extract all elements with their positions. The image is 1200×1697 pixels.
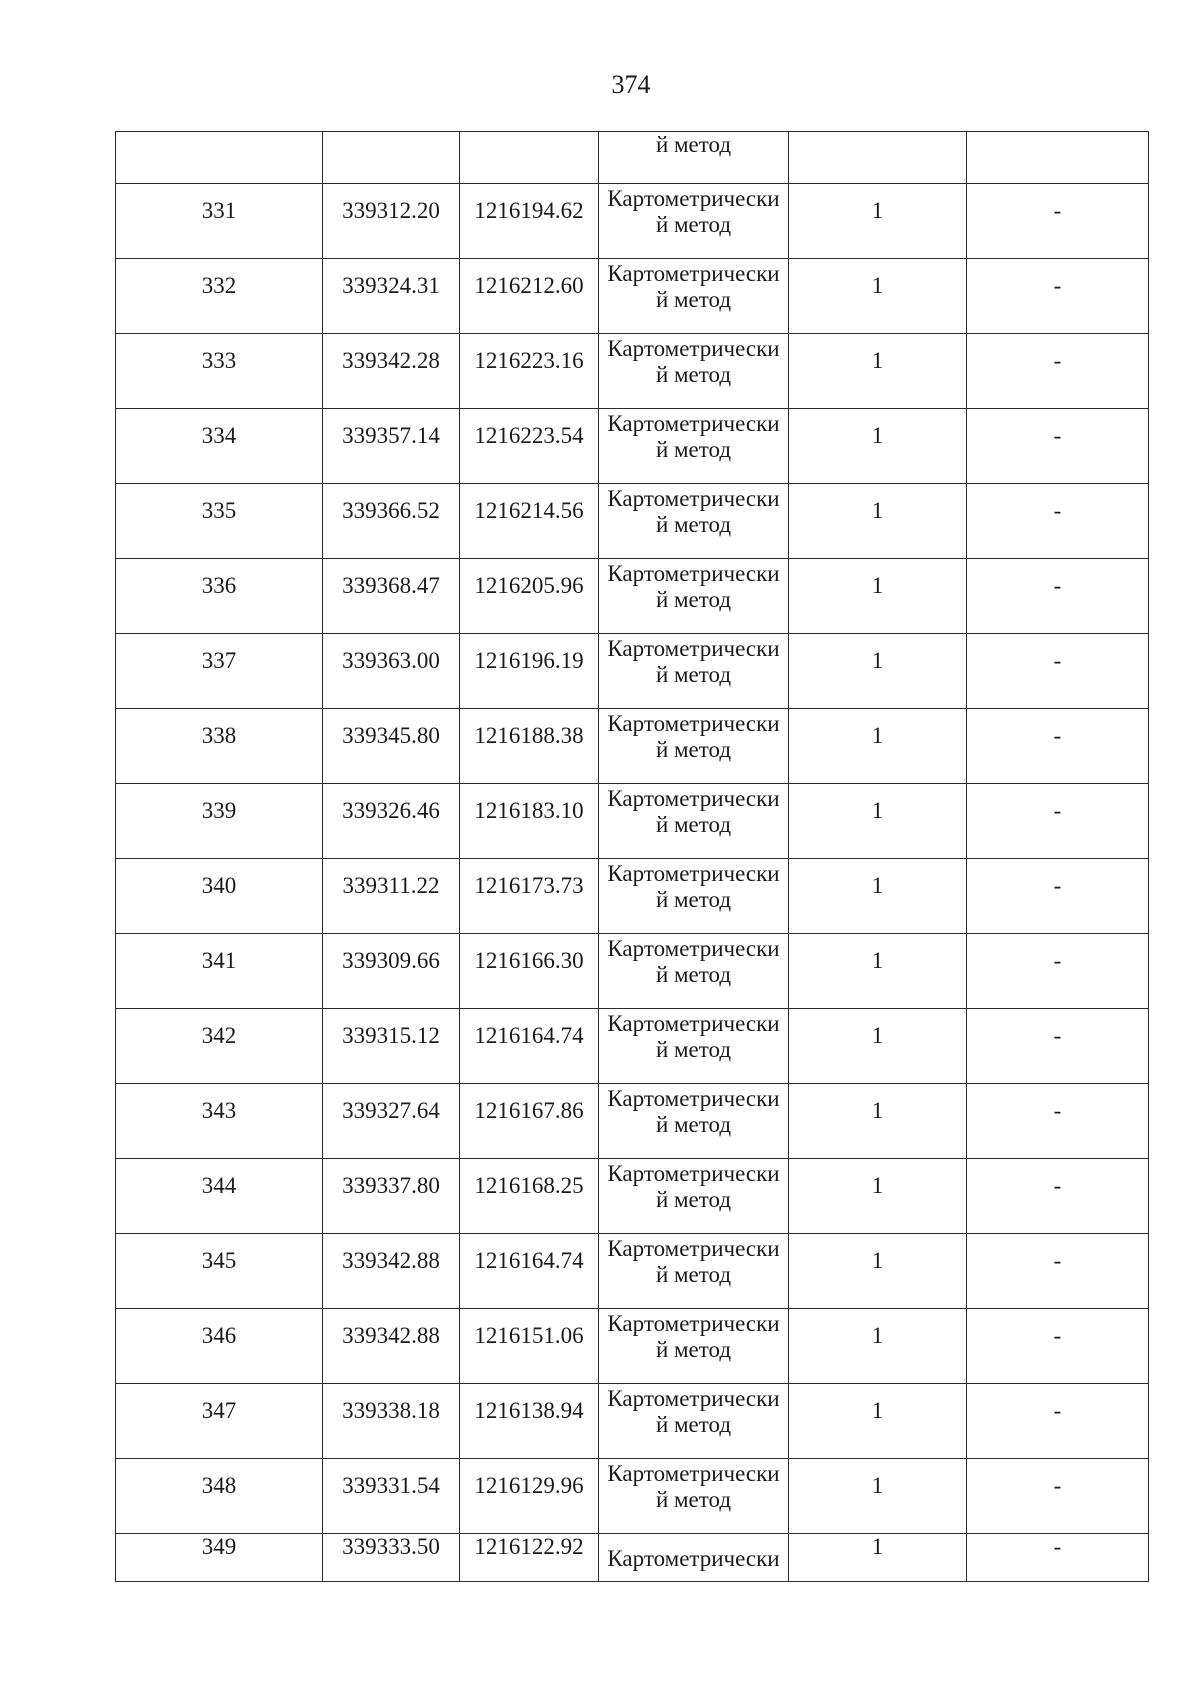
cell-x-text: 339333.50 <box>342 1534 440 1559</box>
cell-note <box>967 634 1149 709</box>
cell-x-text: 339327.64 <box>342 1098 440 1123</box>
table-row <box>116 1534 1149 1582</box>
cell-point-number-text: 332 <box>201 273 237 298</box>
cell-y <box>460 859 599 934</box>
cell-accuracy <box>789 184 967 259</box>
cell-method-text: Картометрически й метод <box>607 411 780 462</box>
cell-point-number-text: 337 <box>201 648 237 673</box>
cell-note-text: - <box>1053 1473 1062 1498</box>
cell-y-text: 1216138.94 <box>474 1398 584 1423</box>
cell-accuracy-text: 1 <box>871 873 884 898</box>
cell-x <box>323 484 460 559</box>
cell-accuracy <box>789 1459 967 1534</box>
table-row <box>116 709 1149 784</box>
cell-x-text: 339342.88 <box>342 1248 440 1273</box>
cell-point-number <box>116 1309 323 1384</box>
cell-x-text: 339309.66 <box>342 948 440 973</box>
cell-y <box>460 1009 599 1084</box>
cell-method-text: Картометрически й метод <box>607 936 780 987</box>
cell-point-number-text: 340 <box>201 873 237 898</box>
cell-y <box>460 784 599 859</box>
cell-point-number-text: 335 <box>201 498 237 523</box>
cell-point-number <box>116 1009 323 1084</box>
cell-accuracy <box>789 334 967 409</box>
cell-y-text: 1216205.96 <box>474 573 584 598</box>
cell-x <box>323 634 460 709</box>
cell-method <box>599 1234 789 1309</box>
cell-note <box>967 1234 1149 1309</box>
cell-point-number <box>116 709 323 784</box>
cell-x-text: 339337.80 <box>342 1173 440 1198</box>
cell-method-text: Картометрически <box>607 1546 780 1571</box>
cell-y-text: 1216129.96 <box>474 1473 584 1498</box>
cell-accuracy-text: 1 <box>871 1023 884 1048</box>
cell-x-text: 339366.52 <box>342 498 440 523</box>
cell-note-text: - <box>1053 873 1062 898</box>
cell-accuracy-text: 1 <box>871 1473 884 1498</box>
cell-point-number <box>116 859 323 934</box>
cell-x <box>323 859 460 934</box>
cell-note <box>967 559 1149 634</box>
cell-method-text: Картометрически й метод <box>607 1386 780 1437</box>
cell-method-text: Картометрически й метод <box>607 1161 780 1212</box>
cell-accuracy <box>789 1384 967 1459</box>
cell-y <box>460 1459 599 1534</box>
cell-y <box>460 184 599 259</box>
cell-x <box>323 784 460 859</box>
cell-x <box>323 334 460 409</box>
cell-method-text: Картометрически й метод <box>607 561 780 612</box>
cell-method-text: Картометрически й метод <box>607 1311 780 1362</box>
cell-y-text: 1216214.56 <box>474 498 584 523</box>
table-row <box>116 334 1149 409</box>
cell-point-number-text: 347 <box>201 1398 237 1423</box>
cell-accuracy <box>789 1534 967 1582</box>
cell-accuracy <box>789 784 967 859</box>
table-row <box>116 859 1149 934</box>
table-row <box>116 1234 1149 1309</box>
cell-x-text: 339331.54 <box>342 1473 440 1498</box>
cell-accuracy-text: 1 <box>871 198 884 223</box>
cell-method <box>599 259 789 334</box>
cell-note-text: - <box>1053 648 1062 673</box>
cell-accuracy <box>789 1009 967 1084</box>
cell-method <box>599 634 789 709</box>
cell-y <box>460 1384 599 1459</box>
cell-y <box>460 934 599 1009</box>
cell-point-number-text: 344 <box>201 1173 237 1198</box>
cell-method-text: Картометрически й метод <box>607 786 780 837</box>
cell-point-number <box>116 784 323 859</box>
cell-x <box>323 709 460 784</box>
cell-note-text: - <box>1053 1398 1062 1423</box>
cell-method <box>599 934 789 1009</box>
cell-note <box>967 409 1149 484</box>
cell-note <box>967 784 1149 859</box>
table-row <box>116 934 1149 1009</box>
cell-point-number <box>116 259 323 334</box>
cell-point-number <box>116 1534 323 1582</box>
cell-x <box>323 1534 460 1582</box>
cell-note <box>967 1534 1149 1582</box>
cell-method-text: Картометрически й метод <box>607 1086 780 1137</box>
cell-note <box>967 1309 1149 1384</box>
cell-method <box>599 334 789 409</box>
cell-method <box>599 132 789 184</box>
cell-point-number <box>116 634 323 709</box>
table-row <box>116 484 1149 559</box>
cell-y-text: 1216122.92 <box>474 1534 584 1559</box>
table-row <box>116 1384 1149 1459</box>
cell-x <box>323 559 460 634</box>
cell-accuracy-text: 1 <box>871 498 884 523</box>
table-row <box>116 1084 1149 1159</box>
cell-note-text: - <box>1053 723 1062 748</box>
cell-note-text: - <box>1053 273 1062 298</box>
cell-y <box>460 1534 599 1582</box>
cell-y <box>460 559 599 634</box>
cell-point-number-text: 336 <box>201 573 237 598</box>
cell-x <box>323 409 460 484</box>
table-body <box>116 132 1149 1582</box>
cell-note <box>967 132 1149 184</box>
cell-accuracy-text: 1 <box>871 723 884 748</box>
cell-accuracy <box>789 1234 967 1309</box>
cell-y-text: 1216164.74 <box>474 1023 584 1048</box>
cell-point-number <box>116 334 323 409</box>
cell-accuracy-text: 1 <box>871 648 884 673</box>
cell-x <box>323 1309 460 1384</box>
cell-note-text: - <box>1053 1173 1062 1198</box>
cell-y <box>460 709 599 784</box>
cell-method <box>599 1459 789 1534</box>
cell-accuracy-text: 1 <box>871 1173 884 1198</box>
cell-x-text: 339311.22 <box>342 873 440 898</box>
cell-method <box>599 1534 789 1582</box>
cell-x <box>323 1234 460 1309</box>
cell-accuracy <box>789 709 967 784</box>
cell-note <box>967 934 1149 1009</box>
cell-x <box>323 1159 460 1234</box>
cell-accuracy <box>789 559 967 634</box>
cell-y-text: 1216167.86 <box>474 1098 584 1123</box>
cell-y <box>460 1309 599 1384</box>
cell-point-number-text: 333 <box>201 348 237 373</box>
cell-y <box>460 409 599 484</box>
cell-point-number <box>116 184 323 259</box>
cell-method <box>599 559 789 634</box>
cell-method-text: Картометрически й метод <box>607 636 780 687</box>
cell-y-text: 1216223.16 <box>474 348 584 373</box>
cell-x-text: 339315.12 <box>342 1023 440 1048</box>
cell-x-text: 339345.80 <box>342 723 440 748</box>
cell-point-number <box>116 559 323 634</box>
cell-method-text: Картометрически й метод <box>607 186 780 237</box>
cell-note-text: - <box>1053 1323 1062 1348</box>
cell-y-text: 1216196.19 <box>474 648 584 673</box>
cell-accuracy <box>789 859 967 934</box>
cell-y-text: 1216194.62 <box>474 198 584 223</box>
cell-method <box>599 1084 789 1159</box>
cell-note-text: - <box>1053 348 1062 373</box>
cell-y <box>460 259 599 334</box>
cell-note <box>967 709 1149 784</box>
cell-x <box>323 132 460 184</box>
cell-method <box>599 409 789 484</box>
table-row <box>116 559 1149 634</box>
cell-x <box>323 184 460 259</box>
cell-accuracy <box>789 934 967 1009</box>
cell-point-number-text: 346 <box>201 1323 237 1348</box>
cell-accuracy-text: 1 <box>871 1398 884 1423</box>
cell-y-text: 1216173.73 <box>474 873 584 898</box>
cell-accuracy <box>789 259 967 334</box>
cell-point-number <box>116 484 323 559</box>
cell-note <box>967 1159 1149 1234</box>
cell-x-text: 339326.46 <box>342 798 440 823</box>
table-row <box>116 1459 1149 1534</box>
cell-note-text: - <box>1053 498 1062 523</box>
cell-accuracy <box>789 132 967 184</box>
cell-x-text: 339338.18 <box>342 1398 440 1423</box>
cell-x-text: 339342.28 <box>342 348 440 373</box>
cell-y-text: 1216188.38 <box>474 723 584 748</box>
cell-accuracy-text: 1 <box>871 573 884 598</box>
cell-point-number <box>116 1384 323 1459</box>
cell-note-text: - <box>1053 948 1062 973</box>
cell-point-number-text: 338 <box>201 723 237 748</box>
cell-y-text: 1216183.10 <box>474 798 584 823</box>
cell-x <box>323 259 460 334</box>
cell-note-text: - <box>1053 423 1062 448</box>
coordinates-table <box>115 131 1149 1582</box>
cell-method <box>599 1009 789 1084</box>
table-row <box>116 259 1149 334</box>
cell-accuracy-text: 1 <box>871 798 884 823</box>
page-number: 374 <box>611 70 651 99</box>
cell-method-text: Картометрически й метод <box>607 711 780 762</box>
cell-accuracy-text: 1 <box>871 1323 884 1348</box>
cell-point-number-text: 341 <box>201 948 237 973</box>
cell-point-number-text: 343 <box>201 1098 237 1123</box>
cell-x-text: 339342.88 <box>342 1323 440 1348</box>
cell-method-text: Картометрически й метод <box>607 1011 780 1062</box>
cell-x <box>323 1009 460 1084</box>
cell-note-text: - <box>1053 1023 1062 1048</box>
cell-accuracy-text: 1 <box>871 1534 884 1559</box>
cell-accuracy-text: 1 <box>871 273 884 298</box>
cell-y <box>460 334 599 409</box>
cell-point-number-text: 334 <box>201 423 237 448</box>
cell-point-number-text: 348 <box>201 1473 237 1498</box>
cell-point-number-text: 349 <box>201 1534 237 1559</box>
cell-note-text: - <box>1053 198 1062 223</box>
cell-method <box>599 1309 789 1384</box>
cell-accuracy <box>789 1159 967 1234</box>
table-row <box>116 1009 1149 1084</box>
cell-method-text: Картометрически й метод <box>607 486 780 537</box>
cell-point-number <box>116 934 323 1009</box>
cell-method-text: Картометрически й метод <box>607 1461 780 1512</box>
cell-y-text: 1216151.06 <box>474 1323 584 1348</box>
cell-method <box>599 1384 789 1459</box>
cell-y <box>460 1234 599 1309</box>
cell-accuracy <box>789 634 967 709</box>
cell-x-text: 339368.47 <box>342 573 440 598</box>
cell-point-number-text: 342 <box>201 1023 237 1048</box>
cell-point-number <box>116 1159 323 1234</box>
cell-method-text: Картометрически й метод <box>607 336 780 387</box>
cell-x-text: 339357.14 <box>342 423 440 448</box>
cell-note <box>967 259 1149 334</box>
cell-y <box>460 132 599 184</box>
cell-note-text: - <box>1053 1098 1062 1123</box>
table-row <box>116 784 1149 859</box>
cell-point-number-text: 339 <box>201 798 237 823</box>
cell-note <box>967 1459 1149 1534</box>
cell-point-number <box>116 1084 323 1159</box>
cell-point-number <box>116 1234 323 1309</box>
cell-point-number-text: 345 <box>201 1248 237 1273</box>
cell-x-text: 339312.20 <box>342 198 440 223</box>
cell-accuracy <box>789 409 967 484</box>
cell-accuracy <box>789 1309 967 1384</box>
cell-y <box>460 1084 599 1159</box>
cell-note <box>967 334 1149 409</box>
cell-note <box>967 1009 1149 1084</box>
cell-note <box>967 1384 1149 1459</box>
cell-accuracy-text: 1 <box>871 948 884 973</box>
cell-x <box>323 1459 460 1534</box>
cell-point-number-text: 331 <box>201 198 237 223</box>
cell-note-text: - <box>1053 1248 1062 1273</box>
cell-y <box>460 634 599 709</box>
cell-note <box>967 184 1149 259</box>
cell-method <box>599 709 789 784</box>
table-row <box>116 1159 1149 1234</box>
cell-accuracy <box>789 1084 967 1159</box>
cell-point-number <box>116 409 323 484</box>
cell-y <box>460 484 599 559</box>
cell-accuracy <box>789 484 967 559</box>
cell-note-text: - <box>1053 798 1062 823</box>
cell-point-number <box>116 1459 323 1534</box>
cell-accuracy-text: 1 <box>871 1248 884 1273</box>
cell-note <box>967 1084 1149 1159</box>
cell-x <box>323 934 460 1009</box>
table-row <box>116 1309 1149 1384</box>
cell-note <box>967 859 1149 934</box>
cell-y-text: 1216212.60 <box>474 273 584 298</box>
cell-x-text: 339363.00 <box>342 648 440 673</box>
cell-x <box>323 1384 460 1459</box>
cell-note-text: - <box>1053 1534 1062 1559</box>
cell-accuracy-text: 1 <box>871 423 884 448</box>
cell-y <box>460 1159 599 1234</box>
cell-accuracy-text: 1 <box>871 348 884 373</box>
cell-method <box>599 1159 789 1234</box>
cell-y-text: 1216164.74 <box>474 1248 584 1273</box>
cell-method <box>599 184 789 259</box>
table-row <box>116 409 1149 484</box>
cell-method <box>599 484 789 559</box>
cell-method-text: Картометрически й метод <box>607 1236 780 1287</box>
cell-method <box>599 784 789 859</box>
cell-x-text: 339324.31 <box>342 273 440 298</box>
cell-accuracy-text: 1 <box>871 1098 884 1123</box>
cell-y-text: 1216223.54 <box>474 423 584 448</box>
cell-note-text: - <box>1053 573 1062 598</box>
table-row-continuation <box>116 132 1149 184</box>
cell-x <box>323 1084 460 1159</box>
cell-method-text: Картометрически й метод <box>607 261 780 312</box>
cell-note <box>967 484 1149 559</box>
cell-y-text: 1216166.30 <box>474 948 584 973</box>
method-text: й метод <box>655 132 732 157</box>
table-row <box>116 184 1149 259</box>
cell-y-text: 1216168.25 <box>474 1173 584 1198</box>
cell-point-number <box>116 132 323 184</box>
cell-method <box>599 859 789 934</box>
table-row <box>116 634 1149 709</box>
cell-method-text: Картометрически й метод <box>607 861 780 912</box>
